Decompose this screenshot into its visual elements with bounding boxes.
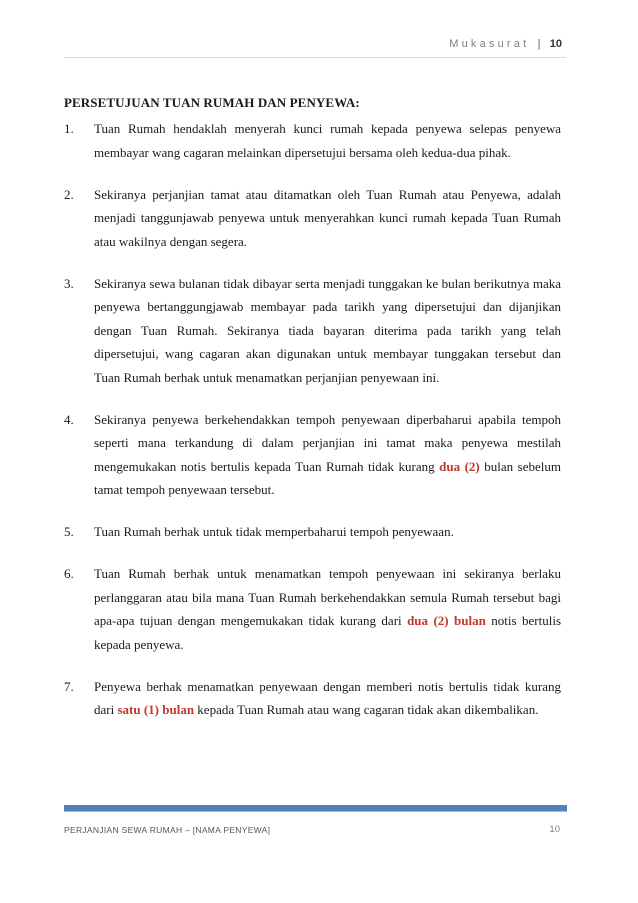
clause-text-run: bulan sebelum tamat tempoh penyewaan tersebut. xyxy=(94,458,561,497)
clause-text-run: Sekiranya penyewa berkehendakkan tempoh penyewaan diperbaharui apabila tempoh seperti mana terkandung di dalam perjanjian ini tamat maka penyewa mestilah mengemukakan notis bertulis kepada Tuan Rumah tidak kurang xyxy=(94,411,561,474)
clause-text-run: Tuan Rumah berhak untuk tidak memperbaharui tempoh penyewaan. xyxy=(94,524,454,539)
clause-item xyxy=(64,117,561,164)
clause-number: 7. xyxy=(64,678,74,694)
clause-text xyxy=(94,520,561,544)
clause-text-run: Sekiranya perjanjian tamat atau ditamatkan oleh Tuan Rumah atau Penyewa, adalah menjadi tanggunjawab penyewa untuk menyerahkan kunci rumah kepada Tuan Rumah atau wakilnya dengan segera. xyxy=(94,186,561,249)
clause-text xyxy=(94,183,561,254)
header-page-number: 10 xyxy=(549,38,562,50)
clause-text xyxy=(94,117,561,164)
footer-page-number: 10 xyxy=(549,824,560,835)
clause-number: 1. xyxy=(64,121,74,136)
header-separator: | xyxy=(537,38,541,50)
clause-text-run: kepada Tuan Rumah atau wang cagaran tidak akan dikembalikan. xyxy=(194,702,539,717)
clause-text-run: Penyewa berhak menamatkan penyewaan dengan memberi notis bertulis tidak kurang dari xyxy=(94,678,561,717)
section-title: PERSETUJUAN TUAN RUMAH DAN PENYEWA: xyxy=(64,95,360,110)
clause-text xyxy=(94,272,561,390)
clause-number: 4. xyxy=(64,411,74,427)
header-divider xyxy=(64,57,566,58)
clause-text-run: Tuan Rumah hendaklah menyerah kunci rumah kepada penyewa selepas penyewa membayar wang cagaran melainkan dipersetujui bersama oleh kedua-dua pihak. xyxy=(94,121,561,160)
clause-item xyxy=(64,675,561,722)
footer-document-title: PERJANJIAN SEWA RUMAH – [NAMA PENYEWA] xyxy=(64,825,271,835)
clause-number: 2. xyxy=(64,186,74,202)
clause-text xyxy=(94,562,561,656)
clause-list xyxy=(64,117,561,740)
clause-text-run: notis bertulis kepada penyewa. xyxy=(94,613,561,652)
footer-bar xyxy=(64,805,567,812)
clause-text-run: Tuan Rumah berhak untuk menamatkan tempoh penyewaan ini sekiranya berlaku perlanggaran atau bila mana Tuan Rumah berkehendakkan semula Rumah tersebut bagi apa-apa tujuan dengan mengemukakan tidak kurang dari xyxy=(94,566,561,628)
emphasized-term: dua (2) bulan xyxy=(407,613,486,628)
page-header xyxy=(449,38,562,50)
clause-item xyxy=(64,183,561,254)
header-label: Mukasurat xyxy=(449,38,530,50)
clause-text-run: Sekiranya sewa bulanan tidak dibayar serta menjadi tunggakan ke bulan berikutnya maka penyewa bertanggungjawab membayar pada tarikh yang dipersetujui dan dijanjikan dengan Tuan Rumah. Sekiranya tiada bayaran diterima pada tarikh yang telah dipersetujui, wang cagaran akan digunakan untuk membayar tunggakan tersebut dan Tuan Rumah berhak untuk menamatkan perjanjian penyewaan ini. xyxy=(94,275,561,385)
clause-number: 6. xyxy=(64,566,74,581)
clause-number: 5. xyxy=(64,524,74,539)
clause-item xyxy=(64,408,561,502)
clause-item xyxy=(64,562,561,656)
clause-number: 3. xyxy=(64,275,74,291)
clause-item xyxy=(64,272,561,390)
clause-text xyxy=(94,675,561,722)
emphasized-term: dua (2) xyxy=(439,458,480,474)
emphasized-term: satu (1) bulan xyxy=(117,702,195,717)
clause-item xyxy=(64,520,561,544)
clause-text xyxy=(94,408,561,502)
